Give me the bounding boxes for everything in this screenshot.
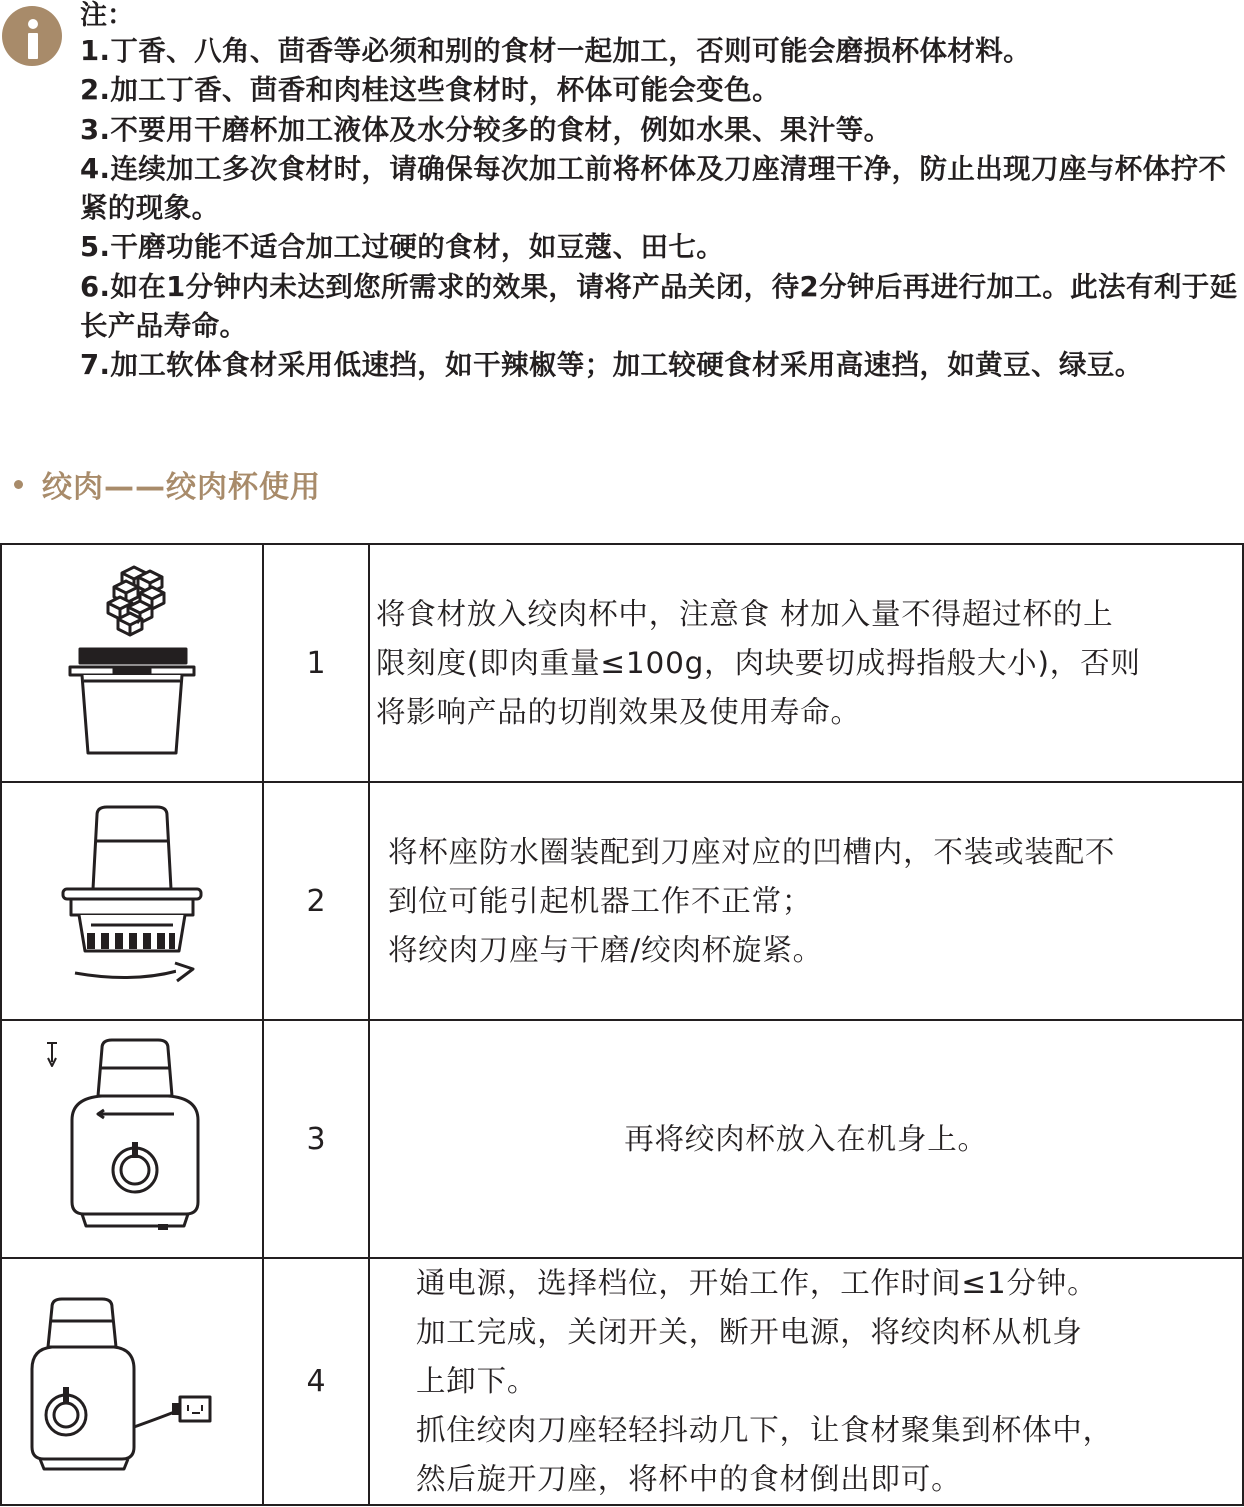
step-number: 2 (263, 782, 369, 1020)
step-line: 限刻度(即肉重量≤100g，肉块要切成拇指般大小)，否则 (376, 645, 1141, 680)
step-illustration (1, 544, 263, 782)
table-row (1, 1258, 1243, 1505)
note-item: 3.不要用干磨杯加工液体及水分较多的食材，例如水果、果汁等。 (80, 113, 892, 146)
table-row (1, 544, 1243, 782)
step-description (369, 782, 1243, 1020)
step-number: 3 (263, 1020, 369, 1258)
step-description (369, 1020, 1243, 1258)
note-item: 1.丁香、八角、茴香等必须和别的食材一起加工，否则可能会磨损杯体材料。 (80, 35, 1032, 67)
step-description (369, 1258, 1243, 1505)
note-item: 7.加工软体食材采用低速挡，如干辣椒等；加工较硬食材采用高速挡，如黄豆、绿豆。 (80, 349, 1143, 382)
blade-base-twist-icon (57, 801, 207, 1001)
step-line: 将食材放入绞肉杯中，注意食 材加入量不得超过杯的上 (376, 596, 1114, 631)
step-number: 4 (263, 1258, 369, 1505)
step-line: 然后旋开刀座，将杯中的食材倒出即可。 (416, 1462, 962, 1496)
blender-plugged-icon (22, 1277, 242, 1487)
step-line: 再将绞肉杯放入在机身上。 (624, 1121, 988, 1156)
step-illustration (1, 1020, 263, 1258)
note-item: 5.干磨功能不适合加工过硬的食材，如豆蔻、田七。 (80, 231, 725, 264)
note-item: 4.连续加工多次食材时，请确保每次加工前将杯体及刀座清理干净，防止出现刀座与杯体拧不紧的现象。 (80, 152, 1227, 225)
section-heading (14, 462, 321, 506)
step-line: 将杯座防水圈装配到刀座对应的凹槽内，不装或装配不 (388, 834, 1116, 869)
table-row (1, 1020, 1243, 1258)
step-line: 加工完成，关闭开关，断开电源，将绞肉杯从机身 (416, 1315, 1083, 1349)
note-item: 6.如在1分钟内未达到您所需求的效果，请将产品关闭，待2分钟后再进行加工。此法有利于延长产品寿命。 (80, 270, 1238, 343)
notes-title: 注： (80, 0, 134, 31)
meat-cubes-cup-icon (62, 563, 202, 763)
step-line: 将绞肉刀座与干磨/绞肉杯旋紧。 (388, 932, 823, 967)
table-row (1, 782, 1243, 1020)
step-line: 通电源，选择档位，开始工作，工作时间≤1分钟。 (416, 1266, 1098, 1300)
bullet-dot-icon (14, 480, 23, 489)
note-item: 2.加工丁香、茴香和肉桂这些食材时，杯体可能会变色。 (80, 74, 780, 107)
step-illustration (1, 782, 263, 1020)
section-title: 绞肉——绞肉杯使用 (42, 470, 321, 505)
step-number: 1 (263, 544, 369, 782)
steps-table (0, 543, 1244, 1506)
notes-block (80, 0, 1240, 386)
step-illustration (1, 1258, 263, 1505)
cup-on-base-icon (42, 1034, 222, 1244)
info-icon (2, 6, 62, 66)
step-line: 抓住绞肉刀座轻轻抖动几下，让食材聚集到杯体中， (416, 1413, 1113, 1447)
step-line: 将影响产品的切削效果及使用寿命。 (376, 694, 861, 729)
step-line: 上卸下。 (416, 1364, 538, 1398)
step-description (369, 544, 1243, 782)
step-line: 到位可能引起机器工作不正常； (388, 883, 813, 918)
